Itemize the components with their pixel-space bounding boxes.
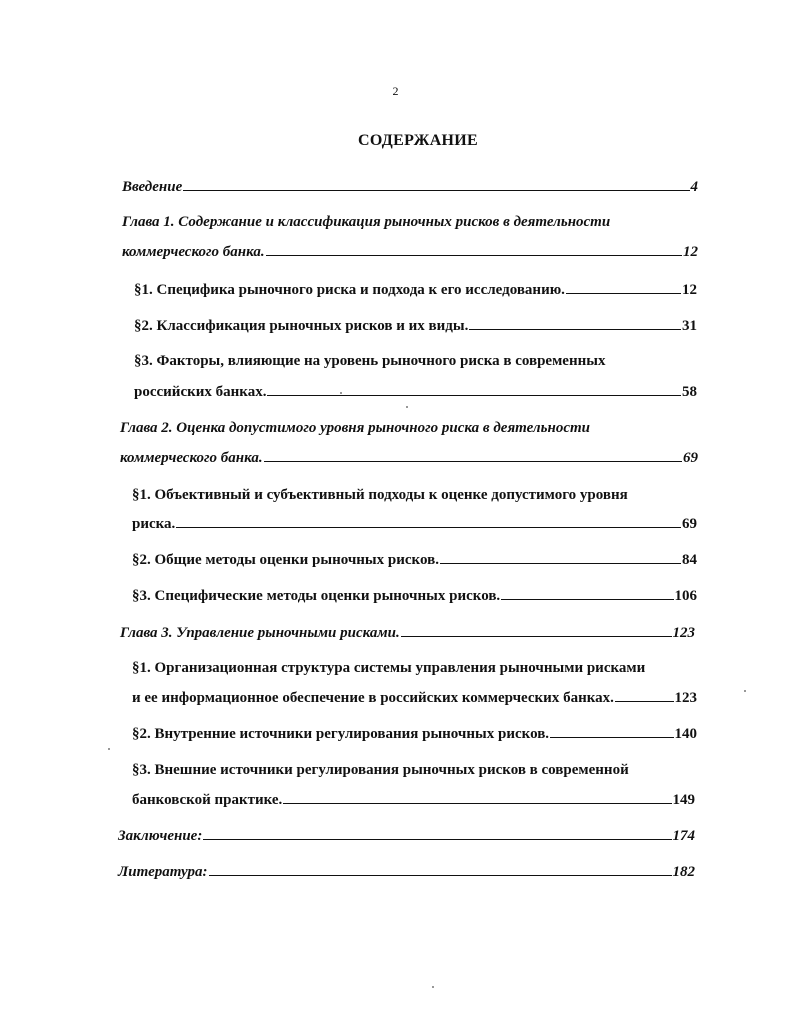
toc-page-number: 106: [674, 588, 697, 604]
page-number: 2: [392, 84, 399, 98]
toc-ch1-section-1: §1. Специфика рыночного риска и подхода к его исследованию. 12: [134, 279, 697, 299]
dot-leader: [566, 279, 681, 294]
dot-leader: [550, 723, 673, 738]
toc-ch3-section-3: банковской практике. 149: [132, 789, 695, 809]
toc-ch3-section-2: §2. Внутренние источники регулирования рыночных рисков. 140: [132, 723, 697, 743]
toc-page-number: 140: [674, 726, 697, 742]
toc-page-number: 58: [682, 384, 697, 400]
toc-page-number: 174: [672, 828, 695, 844]
toc-page-number: 69: [683, 450, 698, 466]
scan-speck: [406, 406, 408, 408]
toc-chapter-1: [122, 241, 698, 261]
dot-leader: [440, 549, 681, 564]
toc-ch1-section-3: российских банках. 58: [134, 381, 697, 401]
toc-page-number: 84: [682, 552, 697, 568]
scan-speck: [108, 748, 110, 750]
toc-ch3-section-3-line1: §3. Внешние источники регулирования рыночных рисков в современной: [132, 762, 629, 778]
toc-page-number: 12: [682, 282, 697, 298]
dot-leader: [283, 789, 671, 804]
toc-page-number: 12: [683, 244, 698, 260]
toc-page-number: 123: [672, 625, 695, 641]
toc-page-number: 69: [682, 516, 697, 532]
toc-entry-title: Глава 3. Управление рыночными рисками.: [120, 625, 400, 641]
toc-page-number: 123: [674, 690, 697, 706]
toc-chapter-1-line1: Глава 1. Содержание и классификация рыночных рисков в деятельности: [122, 214, 611, 230]
toc-ch3-section-1: и ее информационное обеспечение в российских коммерческих банках. 123: [132, 687, 697, 707]
toc-entry-intro: [122, 176, 698, 196]
scan-speck: [432, 986, 434, 988]
toc-page-number: 31: [682, 318, 697, 334]
toc-ch2-section-1: риска. 69: [132, 513, 697, 533]
toc-ch3-section-1-line1: §1. Организационная структура системы управления рыночными рисками: [132, 660, 646, 676]
dot-leader: [209, 861, 672, 876]
toc-page-number: 182: [672, 864, 695, 880]
toc-ch2-section-1-line1: §1. Объективный и субъективный подходы к оценке допустимого уровня: [132, 487, 628, 503]
toc-entry-title: Заключение:: [118, 828, 203, 844]
dot-leader: [469, 315, 681, 330]
dot-leader: [266, 241, 682, 256]
toc-entry-title: Введение: [122, 179, 183, 195]
toc-entry-title: коммерческого банка.: [122, 244, 265, 260]
toc-ch2-section-2: §2. Общие методы оценки рыночных рисков. 84: [132, 549, 697, 569]
toc-ch1-section-3-line1: §3. Факторы, влияющие на уровень рыночного риска в современных: [134, 353, 606, 369]
dot-leader: [615, 687, 674, 702]
dot-leader: [264, 447, 682, 462]
toc-page-number: 4: [690, 179, 698, 195]
scan-speck: [744, 690, 746, 692]
page-title: СОДЕРЖАНИЕ: [357, 132, 479, 149]
toc-chapter-2: [120, 447, 698, 467]
toc-chapter-2-line1: Глава 2. Оценка допустимого уровня рыночного риска в деятельности: [120, 420, 590, 436]
toc-entry-literature: [118, 861, 695, 881]
toc-entry-title: Литература:: [118, 864, 208, 880]
dot-leader: [176, 513, 681, 528]
toc-ch2-section-3: §3. Специфические методы оценки рыночных рисков. 106: [132, 585, 697, 605]
dot-leader: [203, 825, 671, 840]
toc-entry-title: коммерческого банка.: [120, 450, 263, 466]
dot-leader: [501, 585, 673, 600]
toc-entry-conclusion: [118, 825, 695, 845]
toc-ch1-section-2: §2. Классификация рыночных рисков и их виды. 31: [134, 315, 697, 335]
scan-speck: [340, 392, 342, 394]
toc-page-number: 149: [672, 792, 695, 808]
dot-leader: [267, 381, 681, 396]
dot-leader: [183, 176, 689, 191]
toc-chapter-3: [120, 622, 695, 642]
dot-leader: [401, 622, 672, 637]
